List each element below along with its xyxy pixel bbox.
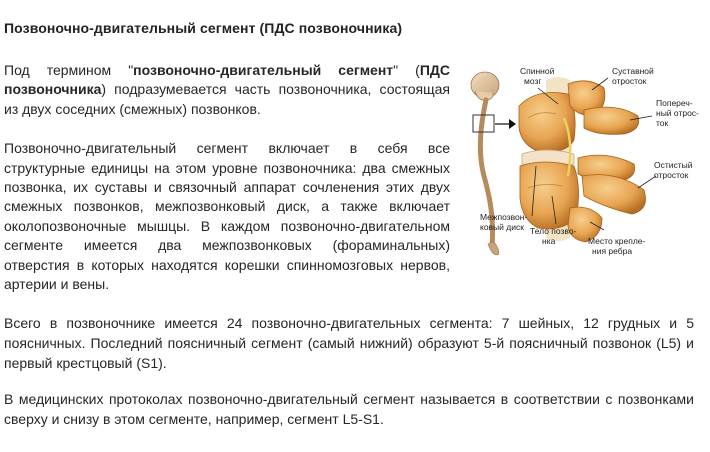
intro-column — [4, 61, 450, 294]
label-facet-2: отросток — [612, 76, 647, 86]
label-spinous-2: отросток — [654, 170, 689, 180]
definition-text-mid: " ( — [393, 62, 420, 78]
abbreviation-highlight: ПДС позвоночника — [4, 62, 450, 98]
label-disc-1: Межпозвон- — [480, 212, 528, 222]
segments-count-block — [4, 313, 694, 374]
label-transverse-3: ток — [656, 118, 669, 128]
label-body-2: нка — [542, 236, 556, 246]
definition-text-start: Под термином " — [4, 62, 134, 78]
label-spinous-1: Остистый — [654, 160, 693, 170]
label-rib-2: ния ребра — [592, 246, 633, 256]
upper-transverse-process — [584, 107, 639, 134]
label-rib-1: Место крепле- — [588, 236, 646, 246]
label-spinal-cord-2: мозг — [524, 76, 542, 86]
paragraph-definition — [4, 61, 450, 119]
article-title: Позвоночно-двигательный сегмент (ПДС позвоночника) — [4, 20, 403, 36]
zoom-arrowhead — [509, 119, 516, 129]
term-highlight: позвоночно-двигательный сегмент — [133, 62, 394, 78]
label-spinal-cord-1: Спинной — [520, 66, 555, 76]
paragraph-segments-count: Всего в позвоночнике имеется 24 позвоночно-двигательных сегмента: 7 шейных, 12 грудных и 5 поясничных. Последний поясничный сегмент (самый нижний) образуют 5-й поясничный позвонок (L5) и первый крестцовый (S1). — [4, 315, 694, 372]
label-transverse-1: Попереч- — [656, 98, 693, 108]
paragraph-composition: Позвоночно-двигательный сегмент включает в себя все структурные единицы на этом уровне позвоночника: два смежных позвонка, их суставы и связочный аппарат сочленения этих двух смежных позвонков, межпозвонковый диск, а также включает околопозвоночные мышцы. В каждом позвоночно-двигательном сегменте имеется два межпозвонковых (фораминальных) отверстия в которых находятся корешки спинномозговых нервов, артерии и вены. — [4, 140, 450, 293]
paragraph-protocol-naming: В медицинских протоколах позвоночно-двигательный сегмент называется в соответствии с позвонками сверху и снизу в этом сегменте, например, сегмент L5-S1. — [4, 391, 694, 428]
definition-text-end: ) подразумевается часть позвоночника, состоящая из двух соседних (смежных) позвонков. — [4, 81, 450, 117]
label-transverse-2: ный отрос- — [656, 108, 699, 118]
spine-segment-illustration — [466, 58, 706, 268]
label-disc-2: ковый диск — [480, 222, 524, 232]
spine-diagram-svg — [466, 58, 706, 268]
spinous-process-shape — [582, 175, 646, 214]
protocol-naming-block — [4, 389, 694, 429]
label-facet-1: Суставной — [612, 66, 654, 76]
label-body-1: Тело позво- — [530, 226, 577, 236]
vertebral-segment — [519, 77, 646, 242]
sacrum-shape — [488, 242, 499, 255]
